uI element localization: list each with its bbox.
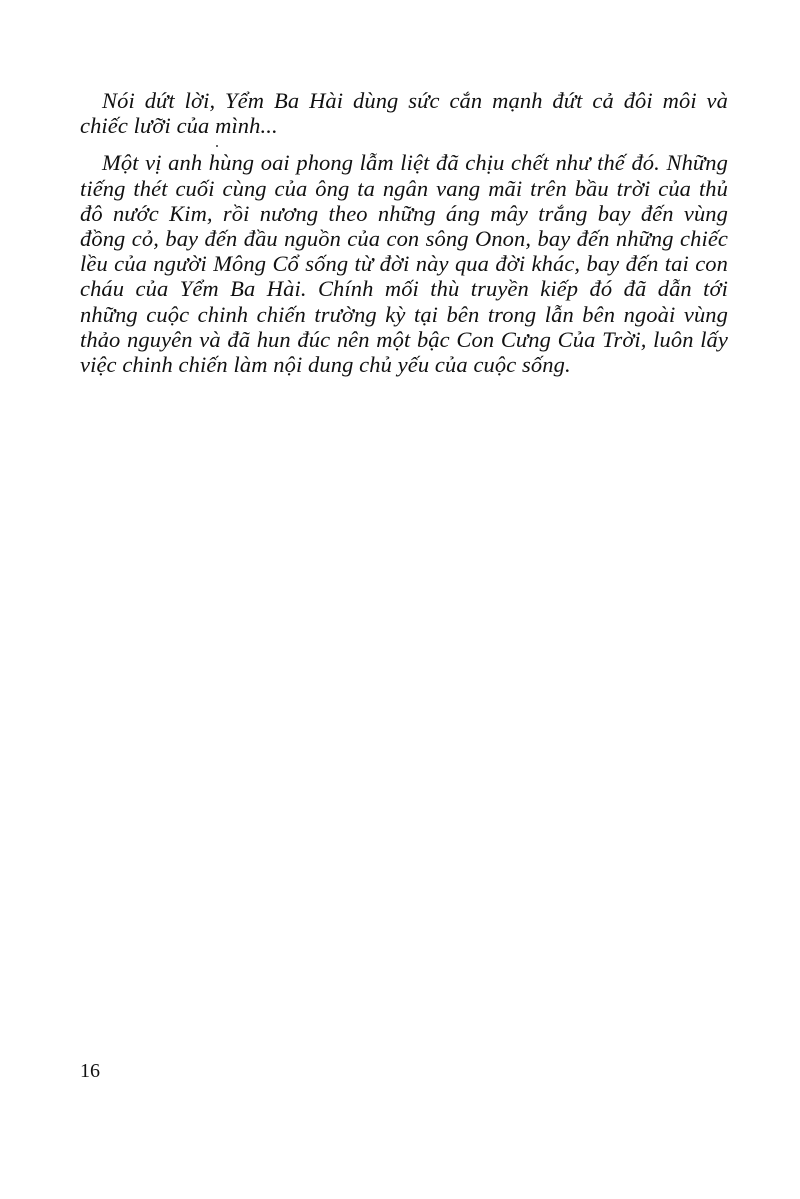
text-line: những cuộc chinh chiến trường kỳ tại bên trong lẫn bên ngoài vùng (80, 301, 728, 327)
text-line: chiếc lưỡi của mình... (80, 113, 278, 139)
text-line: lều của người Mông Cổ sống từ đời này qua đời khác, bay đến tai con (80, 251, 728, 277)
text-line: tiếng thét cuối cùng của ông ta ngân vang mãi trên bầu trời của thủ (80, 175, 728, 201)
body-text (80, 88, 728, 377)
paragraph-1 (80, 88, 728, 138)
text-line: Một vị anh hùng oai phong lẫm liệt đã chịu chết như thế đó. Những (102, 150, 728, 176)
paragraph-2 (80, 150, 728, 377)
print-speck (216, 145, 218, 147)
text-line: Nói dứt lời, Yểm Ba Hài dùng sức cắn mạnh đứt cả đôi môi và (102, 88, 728, 113)
text-line: cháu của Yểm Ba Hài. Chính mối thù truyền kiếp đó đã dẫn tới (80, 276, 728, 302)
text-line: đồng cỏ, bay đến đầu nguồn của con sông Onon, bay đến những chiếc (80, 226, 728, 252)
page-number: 16 (80, 1060, 100, 1082)
text-line: thảo nguyên và đã hun đúc nên một bậc Con Cưng Của Trời, luôn lấy (80, 326, 728, 352)
text-line: đô nước Kim, rồi nương theo những áng mây trắng bay đến vùng (80, 200, 728, 226)
text-line: việc chinh chiến làm nội dung chủ yếu của cuộc sống. (80, 352, 571, 378)
